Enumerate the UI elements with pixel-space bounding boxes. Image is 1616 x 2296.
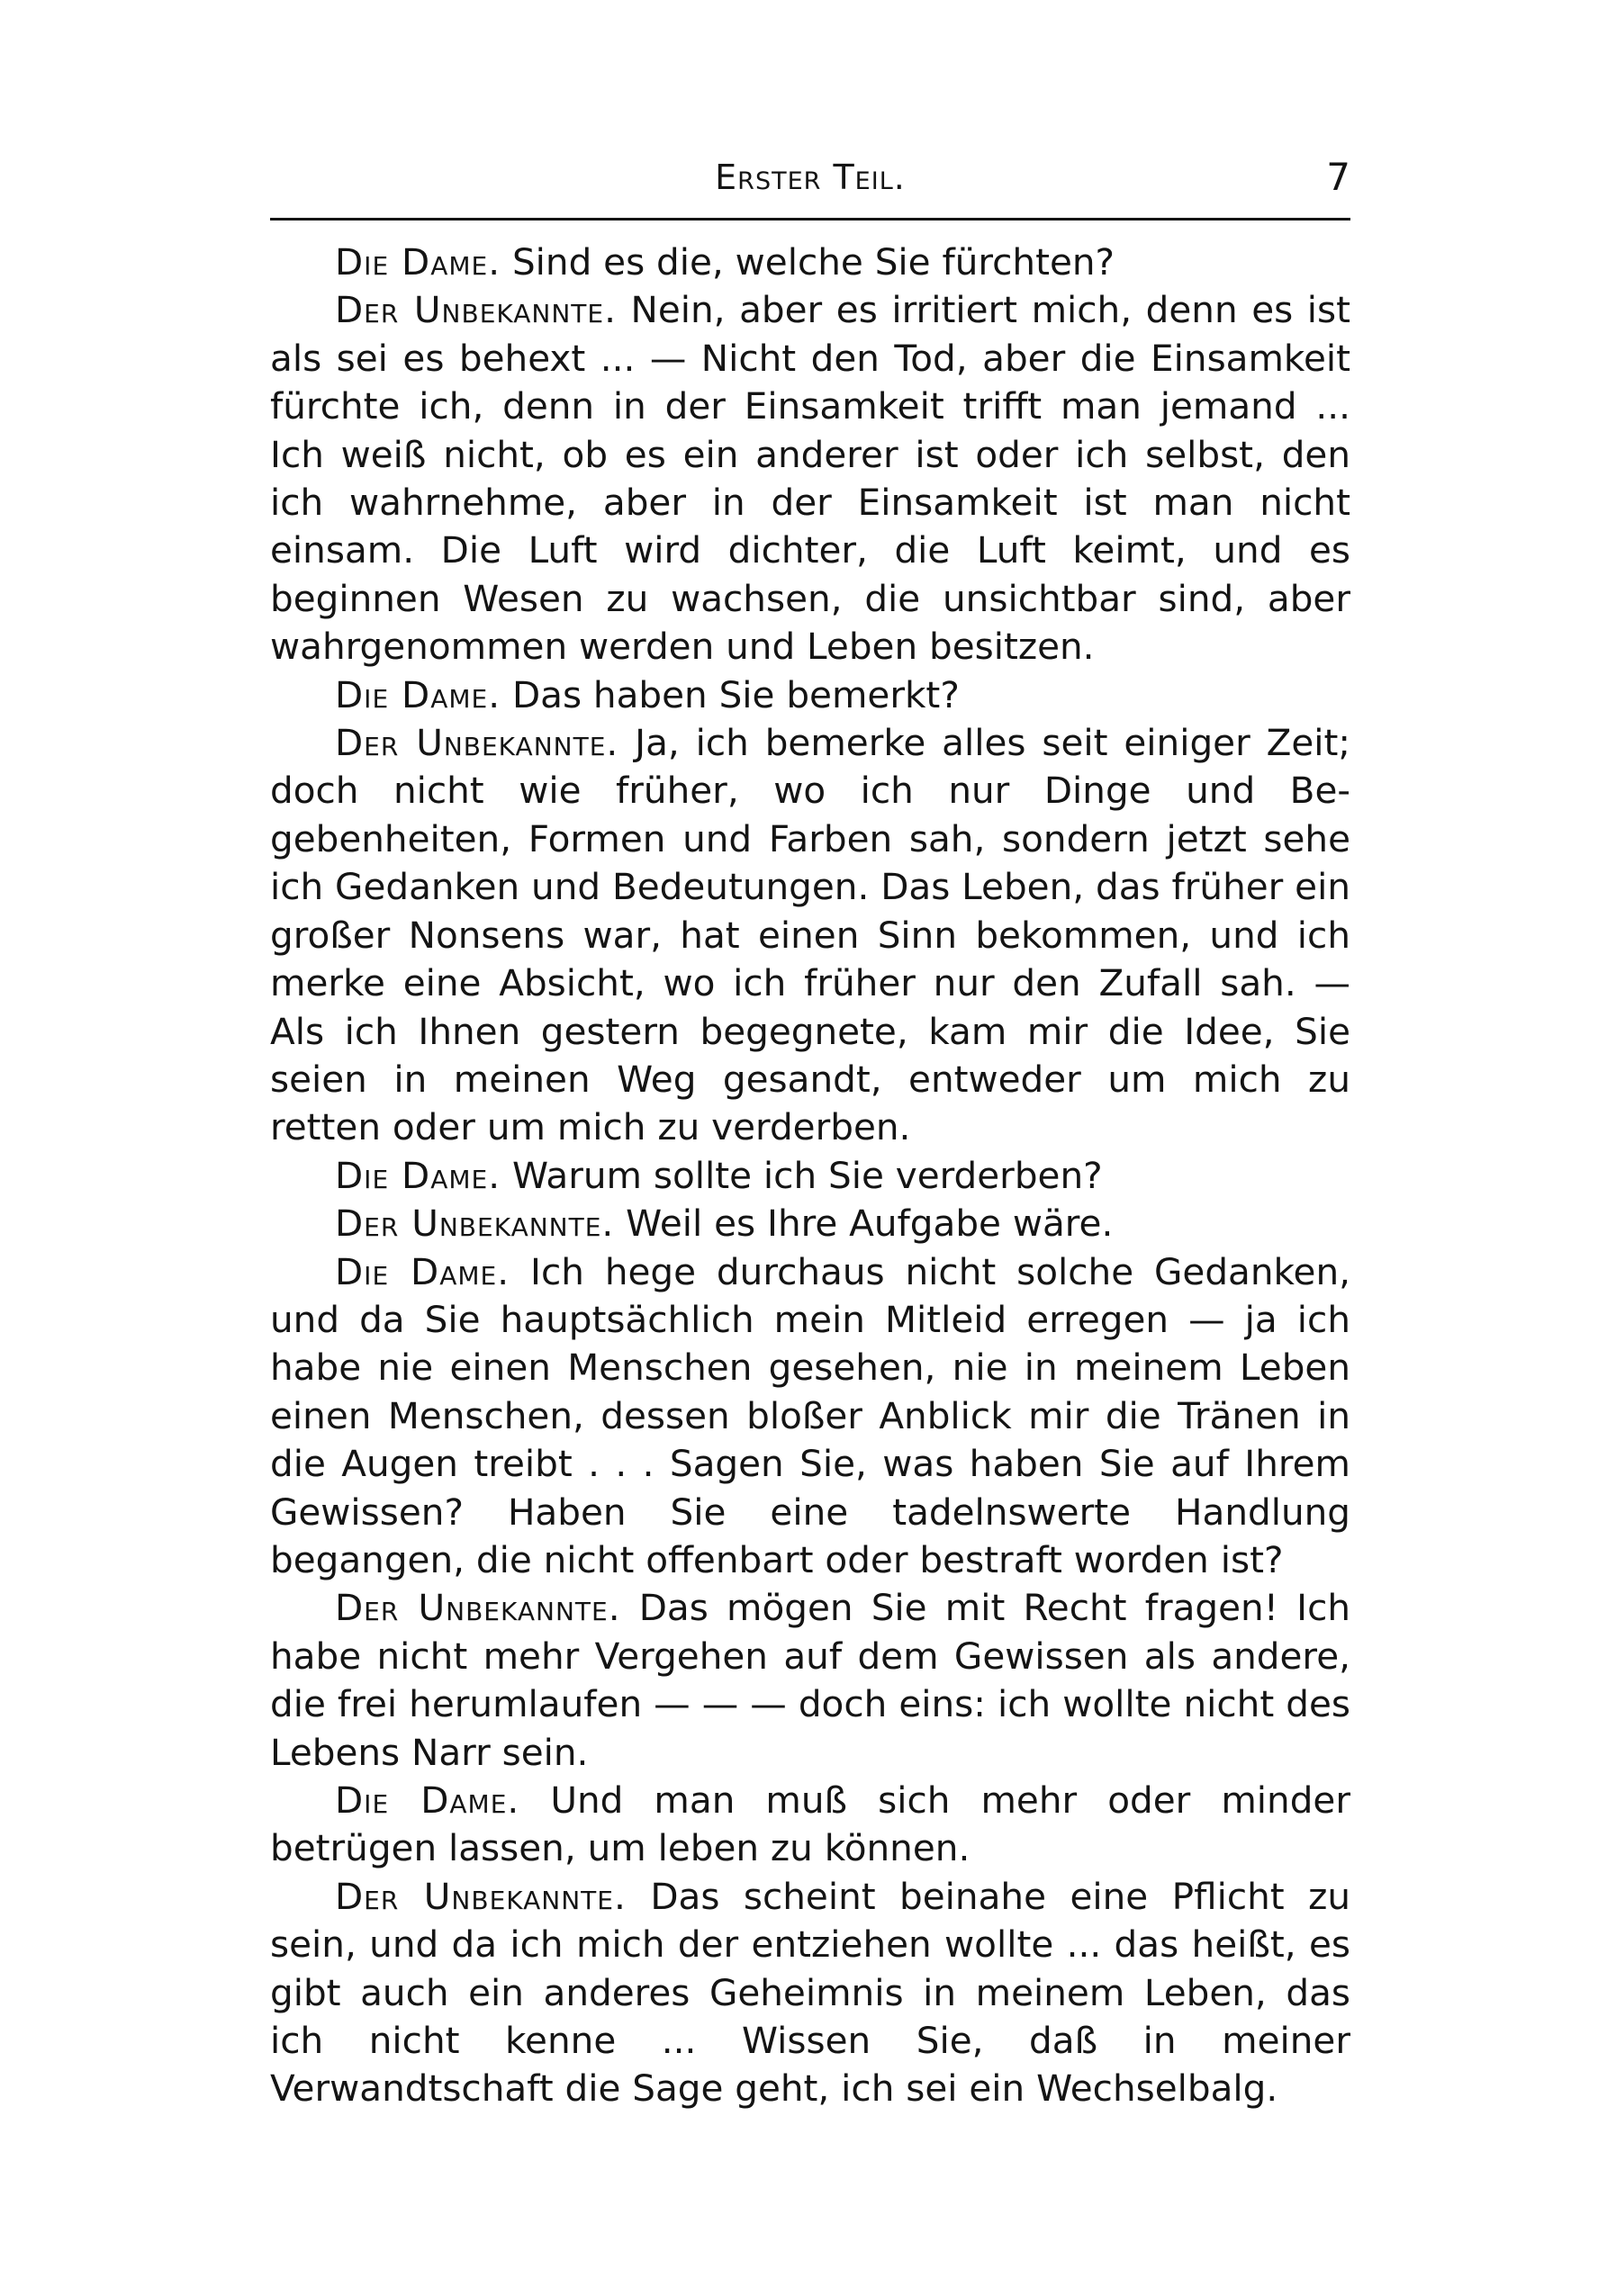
speaker-name: Die Dame. (335, 1249, 510, 1293)
dialogue-paragraph (270, 719, 1350, 1152)
speaker-name: Die Dame. (335, 240, 501, 284)
running-title: Erster Teil. (715, 158, 906, 197)
speaker-name: Die Dame. (335, 1778, 520, 1822)
running-head (270, 155, 1350, 202)
speech-text: Sind es die, welche Sie fürchten? (511, 240, 1115, 284)
dialogue-paragraph (270, 1200, 1350, 1247)
speaker-name: Die Dame. (335, 1153, 501, 1197)
book-page (270, 155, 1350, 2113)
speech-text: Ja, ich bemerke alles seit einiger Zeit; doch nicht wie früher, wo ich nur Dinge und Begebenheiten, Formen und Farben sah, sondern jetzt sehe ich Gedanken und Bedeutungen. Das Leben, das früher ein großer Nonsens war, hat einen Sinn bekommen, und ich merke eine Absicht, wo ich früher nur den Zufall sah. — Als ich Ihnen gestern begegnete, kam mir die Idee, Sie seien in meinen Weg gesandt, entweder um mich zu retten oder um mich zu verderben. (270, 721, 1351, 1149)
dialogue-paragraph (270, 1873, 1350, 2113)
speaker-name: Der Unbekannte. (335, 1874, 627, 1918)
speaker-name: Der Unbekannte. (335, 721, 619, 765)
speech-text: Und man muß sich mehr oder minder betrügen lassen, um leben zu können. (270, 1778, 1351, 1870)
dialogue-paragraph (270, 1777, 1350, 1873)
dialogue-text (270, 239, 1350, 2113)
speaker-name: Der Unbekannte. (335, 1202, 615, 1246)
speaker-name: Die Dame. (335, 672, 501, 716)
speaker-name: Der Unbekannte. (335, 288, 617, 332)
speaker-name: Der Unbekannte. (335, 1586, 621, 1630)
page-number: 7 (1326, 155, 1350, 199)
speech-text: Ich hege durchaus nicht solche Gedanken, und da Sie hauptsächlich mein Mitleid erregen — ja ich habe nie einen Menschen gesehen, nie in meinem Leben einen Menschen, dessen bloßer Anblick mir die Tränen in die Augen treibt . . . Sagen Sie, was haben Sie auf Ihrem Gewissen? Haben Sie eine tadelnswerte Handlung begangen, die nicht offenbart oder bestraft worden ist? (270, 1249, 1351, 1581)
dialogue-paragraph (270, 239, 1350, 286)
dialogue-paragraph (270, 286, 1350, 671)
speech-text: Das scheint beinahe eine Pflicht zu sein, und da ich mich der entziehen wollte ... das heißt, es gibt auch ein anderes Geheimnis in meinem Leben, das ich nicht kenne ... Wissen Sie, daß in meiner Verwandtschaft die Sage geht, ich sei ein Wechselbalg. (270, 1874, 1351, 2111)
speech-text: Das mögen Sie mit Recht fragen! Ich habe nicht mehr Vergehen auf dem Gewissen als andere, die frei herumlaufen — — — doch eins: ich wollte nicht des Lebens Narr sein. (270, 1586, 1351, 1774)
speech-text: Weil es Ihre Aufgabe wäre. (626, 1202, 1114, 1246)
dialogue-paragraph (270, 1248, 1350, 1585)
speech-text: Nein, aber es irritiert mich, denn es ist als sei es behext ... — Nicht den Tod, aber die Einsamkeit fürchte ich, denn in der Einsamkeit trifft man jemand ... Ich weiß nicht, ob es ein anderer ist oder ich selbst, den ich wahrnehme, aber in der Einsamkeit ist man nicht einsam. Die Luft wird dichter, die Luft keimt, und es beginnen Wesen zu wachsen, die unsichtbar sind, aber wahrgenommen werden und Leben besitzen. (270, 288, 1351, 669)
header-rule (270, 218, 1350, 221)
dialogue-paragraph (270, 1584, 1350, 1777)
dialogue-paragraph (270, 1152, 1350, 1200)
dialogue-paragraph (270, 671, 1350, 719)
speech-text: Das haben Sie bemerkt? (511, 672, 960, 716)
speech-text: Warum sollte ich Sie verderben? (511, 1153, 1103, 1197)
